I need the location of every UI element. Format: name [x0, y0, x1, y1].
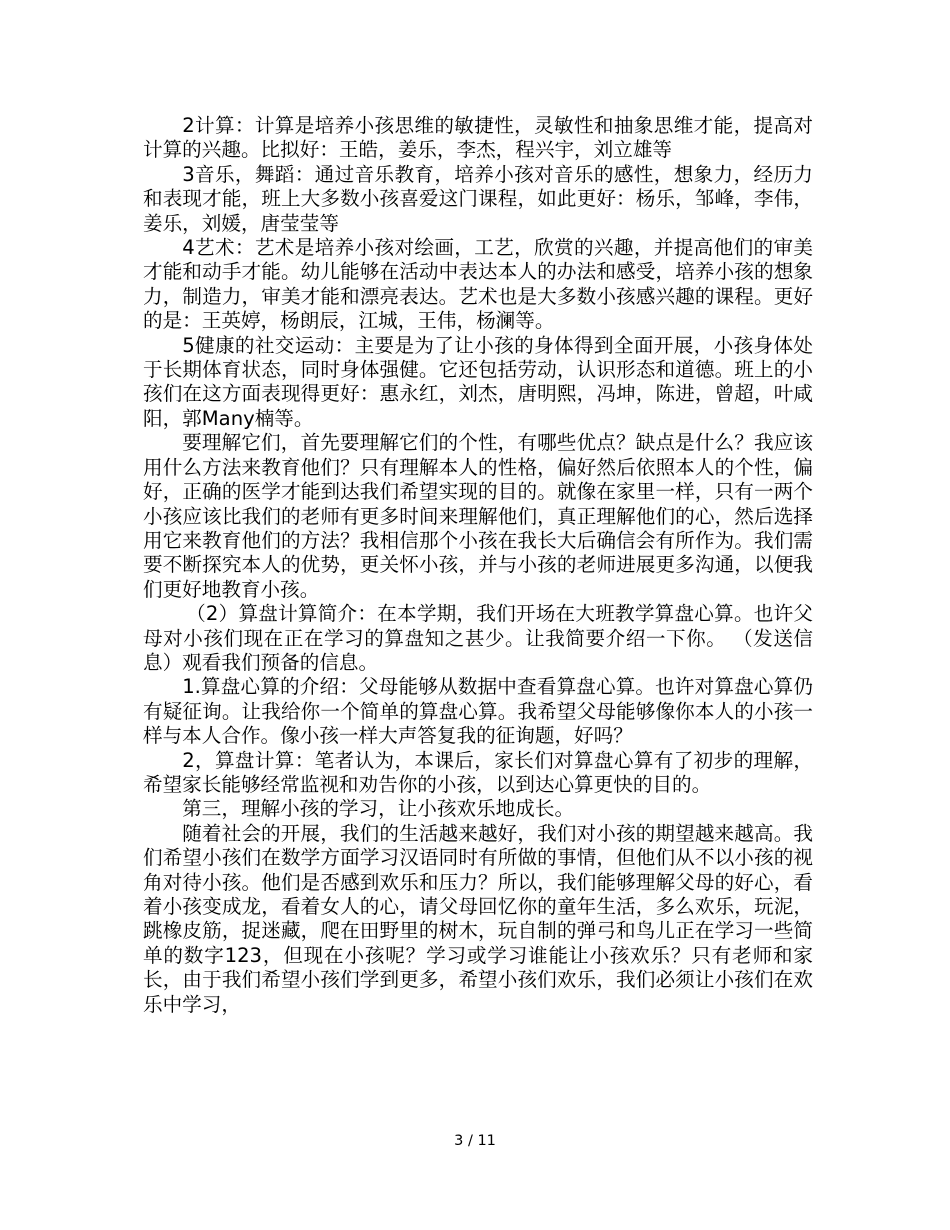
paragraph-understanding-children: 要理解它们，首先要理解它们的个性，有哪些优点？缺点是什么？我应该用什么方法来教育他们？只有理解本人的性格，偏好然后依照本人的个性，偏好，正确的医学才能到达我们希望实现的目的。就像在家里一样，只有一两个小孩应该比我们的老师有更多时间来理解他们，真正理解他们的心，然后选择用它来教育他们的方法？我相信那个小孩在我长大后确信会有所作为。我们需要不断探究本人的优势，更关怀小孩，并与小孩的老师进展更多沟通，以便我们更好地教育小孩。	[143, 431, 813, 601]
document-body	[143, 114, 813, 1017]
paragraph-abacus-intro: （2）算盘计算简介：在本学期，我们开场在大班教学算盘心算。也许父母对小孩们现在正在学习的算盘知之甚少。让我简要介绍一下你。 （发送信息）观看我们预备的信息。	[143, 602, 813, 674]
paragraph-music-dance: 3音乐，舞蹈：通过音乐教育，培养小孩对音乐的感性，想象力，经历力和表现才能，班上大多数小孩喜爱这门课程，如此更好：杨乐，邹峰，李伟，姜乐，刘媛，唐莹莹等	[143, 162, 813, 235]
page-number: 3 / 11	[454, 1133, 496, 1149]
paragraph-calculation: 2计算：计算是培养小孩思维的敏捷性，灵敏性和抽象思维才能，提高对计算的兴趣。比拟好：王皓，姜乐，李杰，程兴宇，刘立雄等	[143, 114, 813, 162]
paragraph-abacus-calculation: 2，算盘计算：笔者认为，本课后，家长们对算盘心算有了初步的理解，希望家长能够经常监视和劝告你的小孩，以到达心算更快的目的。	[143, 748, 813, 796]
paragraph-abacus-mental: 1.算盘心算的介绍：父母能够从数据中查看算盘心算。也许对算盘心算仍有疑征询。让我给你一个简单的算盘心算。我希望父母能够像你本人的小孩一样与本人合作。像小孩一样大声答复我的征询题，好吗？	[143, 675, 813, 748]
paragraph-art: 4艺术：艺术是培养小孩对绘画，工艺，欣赏的兴趣，并提高他们的审美才能和动手才能。幼儿能够在活动中表达本人的办法和感受，培养小孩的想象力，制造力，审美才能和漂亮表达。艺术也是大多数小孩感兴趣的课程。更好的是：王英婷，杨朗辰，江城，王伟，杨澜等。	[143, 236, 813, 333]
section-heading-third: 第三，理解小孩的学习，让小孩欢乐地成长。	[182, 797, 575, 821]
paragraph-health-social: 5健康的社交运动：主要是为了让小孩的身体得到全面开展，小孩身体处于长期体育状态，同时身体强健。它还包括劳动，认识形态和道德。班上的小孩们在这方面表现得更好：惠永红，刘杰，唐明熙，冯坤，陈进，曾超，叶咸阳，郭Many楠等。	[143, 333, 813, 430]
paragraph-society-development: 随着社会的开展，我们的生活越来越好，我们对小孩的期望越来越高。我们希望小孩们在数学方面学习汉语同时有所做的事情，但他们从不以小孩的视角对待小孩。他们是否感到欢乐和压力？所以，我们能够理解父母的好心，看着小孩变成龙，看着女人的心，请父母回忆你的童年生活，多么欢乐，玩泥，跳橡皮筋，捉迷藏，爬在田野里的树木，玩自制的弹弓和鸟儿正在学习一些简单的数字123，但现在小孩呢？学习或学习谁能让小孩欢乐？只有老师和家长，由于我们希望小孩们学到更多，希望小孩们欢乐，我们必须让小孩们在欢乐中学习，	[143, 821, 813, 1016]
